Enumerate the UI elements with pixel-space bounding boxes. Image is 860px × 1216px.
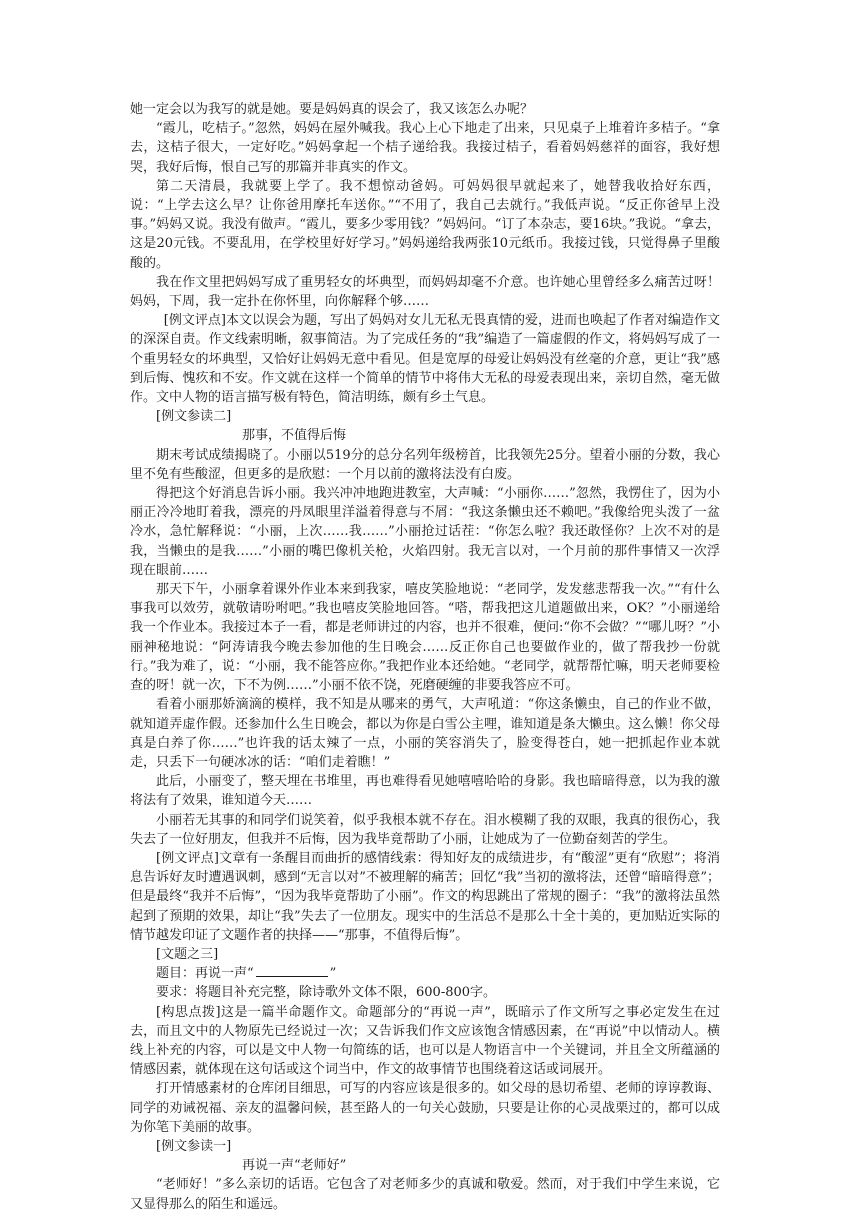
paragraph: 那天下午，小丽拿着课外作业本来到我家，嘻皮笑脸地说：“老同学，发发慈悲帮我一次。”“有什么事我可以效劳，就敬请吩咐吧。”我也嘻皮笑脸地回答。“嗒，帮我把这儿道题做出来，OK？”小丽递给我一个作业本。我接过本子一看，都是老师讲过的内容，也并不很难，便问:“你不会做？”“哪儿呀？”小丽神秘地说：“阿涛请我今晚去参加他的生日晚会……反正你自己也要做作业的，做了帮我抄一份就行。”我为难了，说：“小丽，我不能答应你。”我把作业本还给她。“老同学，就帮帮忙嘛，明天老师要检查的呀！就一次，下不为例……”小丽不依不饶，死磨硬缠的非要我答应不可。 (130, 582, 720, 694)
paragraph: 她一定会以为我写的就是她。要是妈妈真的误会了，我又该怎么办呢？ (130, 102, 534, 117)
paragraph: “老师好！”多么亲切的话语。它包含了对老师多少的真诚和敬爱。然而，对于我们中学生来说，它又显得那么的陌生和遥远。 (130, 1177, 720, 1212)
essay-title: 那事，不值得后悔 (242, 428, 347, 444)
paragraph: “霞儿，吃桔子。”忽然，妈妈在屋外喊我。我心上心下地走了出来，只见桌子上堆着许多桔子。“拿去，这桔子很大，一定好吃。”妈妈拿起一个桔子递给我。我接过桔子，看着妈妈慈祥的面容，我好想哭，我好后悔，恨自己写的那篇并非真实的作文。 (130, 121, 720, 175)
commentary-paragraph: [例文评点]文章有一条醒目而曲折的感情线索：得知好友的成绩进步，有“酸涩”更有“欣慰”；将消息告诉好友时遭遇讽刺，感到“无言以对”不被理解的痛苦；回忆“我”当初的激将法，还曾“暗暗得意”；但是最终“我并不后悔”，“因为我毕竟帮助了小丽”。作文的构思跳出了常规的圈子：“我”的激将法虽然起到了预期的效果，却让“我”失去了一位朋友。现实中的生活总不是那么十全十美的，更加贴近实际的情节越发印证了文题作者的抉择——“那事，不值得后悔”。 (130, 850, 720, 943)
prompt-title-prefix: 题目：再说一声“ (156, 966, 254, 982)
requirement-paragraph: 要求：将题目补充完整，除诗歌外文体不限，600-800字。 (156, 985, 497, 1001)
fill-in-blank (256, 964, 328, 977)
section-label: [例文参读二] (156, 409, 232, 425)
guidance-paragraph: [构思点拨]这是一篇半命题作文。命题部分的“再说一声”，既暗示了作文所写之事必定发生在过去，而且文中的人物原先已经说过一次；又告诉我们作文应该饱含情感因素，在“再说”中以情动人。横线上补充的内容，可以是文中人物一句简练的话，也可以是人物语言中一个关键词，并且全文所蕴涵的情感因素，就体现在这句话或这个词当中，作文的故事情节也围绕着这话或词展开。 (130, 1004, 720, 1078)
prompt-title-line (130, 964, 720, 983)
section-label: [文题之三] (156, 946, 219, 962)
commentary-paragraph: [例文评点]本文以误会为题，写出了妈妈对女儿无私无畏真情的爱，进而也唤起了作者对编造作文的深深自责。作文线索明晰，叙事简洁。为了完成任务的“我”编造了一篇虚假的作文，将妈妈写成了一个重男轻女的坏典型，又恰好让妈妈无意中看见。但是宽厚的母爱让妈妈没有丝毫的介意，更让“我”感到后悔、愧疚和不安。作文就在这样一个简单的情节中将伟大无私的母爱表现出来，亲切自然，毫无做作。文中人物的语言描写极有特色，简洁明练，颇有乡土气息。 (130, 313, 720, 406)
paragraph: 得把这个好消息告诉小丽。我兴冲冲地跑进教室，大声喊：“小丽你……”忽然，我愣住了，因为小丽正冷冷地盯着我，漂亮的丹凤眼里洋溢着得意与不屑：“我这条懒虫还不赖吧。”我像给兜头泼了一盆冷水，急忙解释说：“小丽，上次……我……”小丽抢过话茬：“你怎么啦？我还敢怪你？上次不对的是我，当懒虫的是我……”小丽的嘴巴像机关枪，火焰四射。我无言以对，一个月前的那件事情又一次浮现在眼前…… (130, 486, 720, 578)
essay-title: 再说一声“老师好” (242, 1158, 347, 1174)
paragraph: 小丽若无其事的和同学们说笑着，似乎我根本就不存在。泪水模糊了我的双眼，我真的很伤心，我失去了一位好朋友，但我并不后悔，因为我毕竟帮助了小丽，让她成为了一位勤奋刻苦的学生。 (130, 812, 720, 847)
paragraph: 打开情感素材的仓库闭目细思，可写的内容应该是很多的。如父母的恳切希望、老师的谆谆教诲、同学的劝诫祝福、亲友的温馨问候，甚至路人的一句关心鼓励，只要是让你的心灵战栗过的，都可以成为你笔下美丽的故事。 (130, 1081, 720, 1135)
paragraph: 此后，小丽变了，整天埋在书堆里，再也难得看见她嘻嘻哈哈的身影。我也暗暗得意，以为我的激将法有了效果，谁知道今天…… (130, 774, 720, 809)
paragraph: 期末考试成绩揭晓了。小丽以519分的总分名列年级榜首，比我领先25分。望着小丽的分数，我心里不免有些酸涩，但更多的是欣慰：一个月以前的激将法没有白废。 (130, 447, 720, 482)
paragraph: 看着小丽那娇滴滴的模样，我不知是从哪来的勇气，大声吼道：“你这条懒虫，自己的作业不做，就知道弄虚作假。还参加什么生日晚会，都以为你是白雪公主哩，谁知道是条大懒虫。这么懒！你父母真是白养了你……”也许我的话太辣了一点，小丽的笑容消失了，脸变得苍白，她一把抓起作业本就走，只丢下一句硬冰冰的话：“咱们走着瞧！” (130, 697, 720, 770)
prompt-title-suffix: ” (329, 966, 337, 982)
document-page (130, 100, 720, 1214)
section-label: [例文参读一] (156, 1138, 232, 1154)
paragraph: 我在作文里把妈妈写成了重男轻女的坏典型，而妈妈却毫不介意。也许她心里曾经多么痛苦过呀！妈妈，下周，我一定扑在你怀里，向你解释个够…… (130, 274, 720, 310)
paragraph: 第二天清晨，我就要上学了。我不想惊动爸妈。可妈妈很早就起来了，她替我收拾好东西，说：“上学去这么早？让你爸用摩托车送你。”“不用了，我自己去就行。”我低声说。“反正你爸早上没事。”妈妈又说。我没有做声。“霞儿，要多少零用钱？”妈妈问。“订了本杂志，要16块。”我说。“拿去，这是20元钱。不要乱用，在学校里好好学习。”妈妈递给我两张10元纸币。我接过钱，只觉得鼻子里酸酸的。 (130, 178, 720, 271)
